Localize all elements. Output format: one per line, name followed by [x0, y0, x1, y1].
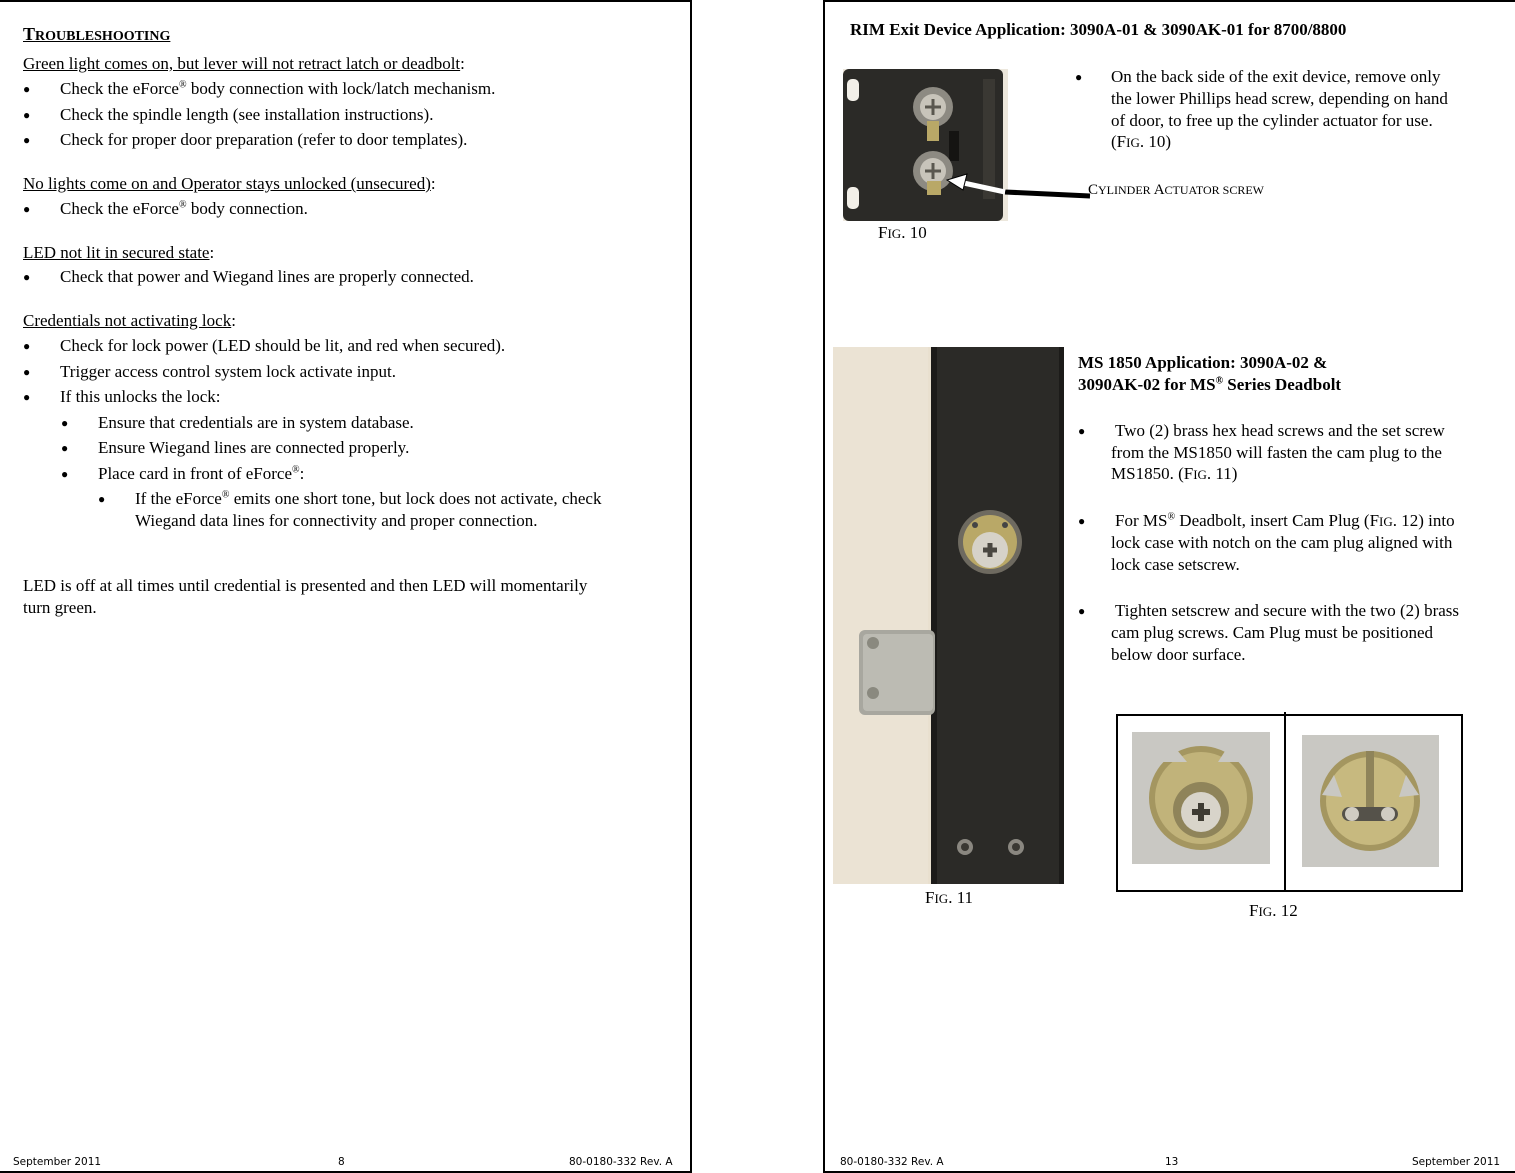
section-heading: Credentials not activating lock: — [23, 311, 236, 330]
sub-sub-list-item-cont: Wiegand data lines for connectivity and proper connection. — [135, 511, 538, 530]
sub-sub-list-item: If the eForce® emits one short tone, but lock does not activate, check — [135, 489, 602, 508]
fig12-photo-front — [1132, 732, 1270, 864]
ms-bullet-text-cont: lock case with notch on the cam plug aligned with — [1111, 533, 1453, 552]
right-page — [823, 0, 1515, 1173]
bullet-icon: ● — [1078, 514, 1086, 528]
bullet-icon: ● — [1078, 424, 1086, 438]
left-page — [0, 0, 692, 1173]
bullet-icon: ● — [23, 82, 31, 96]
list-item: If this unlocks the lock: — [60, 387, 221, 406]
list-item: Check for proper door preparation (refer to door templates). — [60, 130, 468, 149]
fig11-caption: FIG. 11 — [925, 888, 974, 907]
footer-doc-number: 80-0180-332 Rev. A — [840, 1156, 944, 1168]
ms-bullet-text-cont: MS1850. (FIG. 11) — [1111, 464, 1238, 483]
fig11-photo — [833, 347, 1064, 884]
bullet-icon: ● — [23, 202, 31, 216]
ms-bullet-text: Tighten setscrew and secure with the two (2) brass — [1115, 601, 1460, 620]
list-item: Check the spindle length (see installation instructions). — [60, 105, 434, 124]
ms-bullet-text: For MS® Deadbolt, insert Cam Plug (FIG. 12) into — [1115, 511, 1455, 530]
section-heading: Green light comes on, but lever will not retract latch or deadbolt: — [23, 54, 465, 73]
footer-page-number: 8 — [338, 1156, 345, 1168]
rim-bullet-text-cont: of door, to free up the cylinder actuator for use. — [1111, 111, 1433, 130]
note-text: LED is off at all times until credential is presented and then LED will momentarily — [23, 576, 588, 595]
sub-list-item: Ensure Wiegand lines are connected properly. — [98, 438, 410, 457]
fig12-frame — [1116, 714, 1463, 892]
footer-date: September 2011 — [13, 1156, 102, 1168]
ms-section-title: MS 1850 Application: 3090A-02 & — [1078, 353, 1328, 372]
sub-list-item: Ensure that credentials are in system database. — [98, 413, 414, 432]
list-item: Check the eForce® body connection. — [60, 199, 308, 218]
bullet-icon: ● — [23, 270, 31, 284]
bullet-icon: ● — [23, 108, 31, 122]
sub-list-item: Place card in front of eForce®: — [98, 464, 305, 483]
bullet-icon: ● — [23, 365, 31, 379]
fig10-caption: FIG. 10 — [878, 223, 927, 242]
bullet-icon: ● — [61, 467, 69, 481]
rim-bullet-text: On the back side of the exit device, remove only — [1111, 67, 1441, 86]
rim-bullet-text-cont: (FIG. 10) — [1111, 132, 1172, 151]
note-text-cont: turn green. — [23, 598, 97, 617]
page-title: TROUBLESHOOTING — [23, 24, 171, 44]
list-item: Check for lock power (LED should be lit, and red when secured). — [60, 336, 506, 355]
ms-bullet-text: Two (2) brass hex head screws and the set screw — [1115, 421, 1445, 440]
list-item: Check that power and Wiegand lines are properly connected. — [60, 267, 474, 286]
bullet-icon: ● — [61, 441, 69, 455]
ms-bullet-text-cont: lock case setscrew. — [1111, 555, 1240, 574]
ms-bullet-text-cont: cam plug screws. Cam Plug must be positioned — [1111, 623, 1434, 642]
bullet-icon: ● — [23, 133, 31, 147]
fig12-photo-back — [1302, 735, 1439, 867]
footer-date: September 2011 — [1412, 1156, 1501, 1168]
ms-bullet-text-cont: from the MS1850 will fasten the cam plug to the — [1111, 443, 1442, 462]
section-heading: LED not lit in secured state: — [23, 243, 215, 262]
ms-section-title-cont: 3090AK-02 for MS® Series Deadbolt — [1078, 375, 1342, 394]
footer-doc-number: 80-0180-332 Rev. A — [569, 1156, 673, 1168]
bullet-icon: ● — [1078, 604, 1086, 618]
fig12-caption: FIG. 12 — [1249, 901, 1298, 920]
bullet-icon: ● — [23, 339, 31, 353]
ms-bullet-text-cont: below door surface. — [1111, 645, 1246, 664]
section-heading: No lights come on and Operator stays unlocked (unsecured): — [23, 174, 436, 193]
bullet-icon: ● — [61, 416, 69, 430]
list-item: Check the eForce® body connection with lock/latch mechanism. — [60, 79, 496, 98]
rim-bullet-text-cont: the lower Phillips head screw, depending on hand — [1111, 89, 1448, 108]
fig12-divider — [1284, 712, 1286, 890]
bullet-icon: ● — [98, 492, 106, 506]
bullet-icon: ● — [1075, 70, 1083, 84]
bullet-icon: ● — [23, 390, 31, 404]
list-item: Trigger access control system lock activate input. — [60, 362, 396, 381]
rim-section-title: RIM Exit Device Application: 3090A-01 & 3090AK-01 for 8700/8800 — [850, 20, 1347, 39]
callout-arrow-icon — [945, 172, 1095, 202]
callout-label: CYLINDER ACTUATOR SCREW — [1088, 182, 1264, 198]
footer-page-number: 13 — [1165, 1156, 1179, 1168]
